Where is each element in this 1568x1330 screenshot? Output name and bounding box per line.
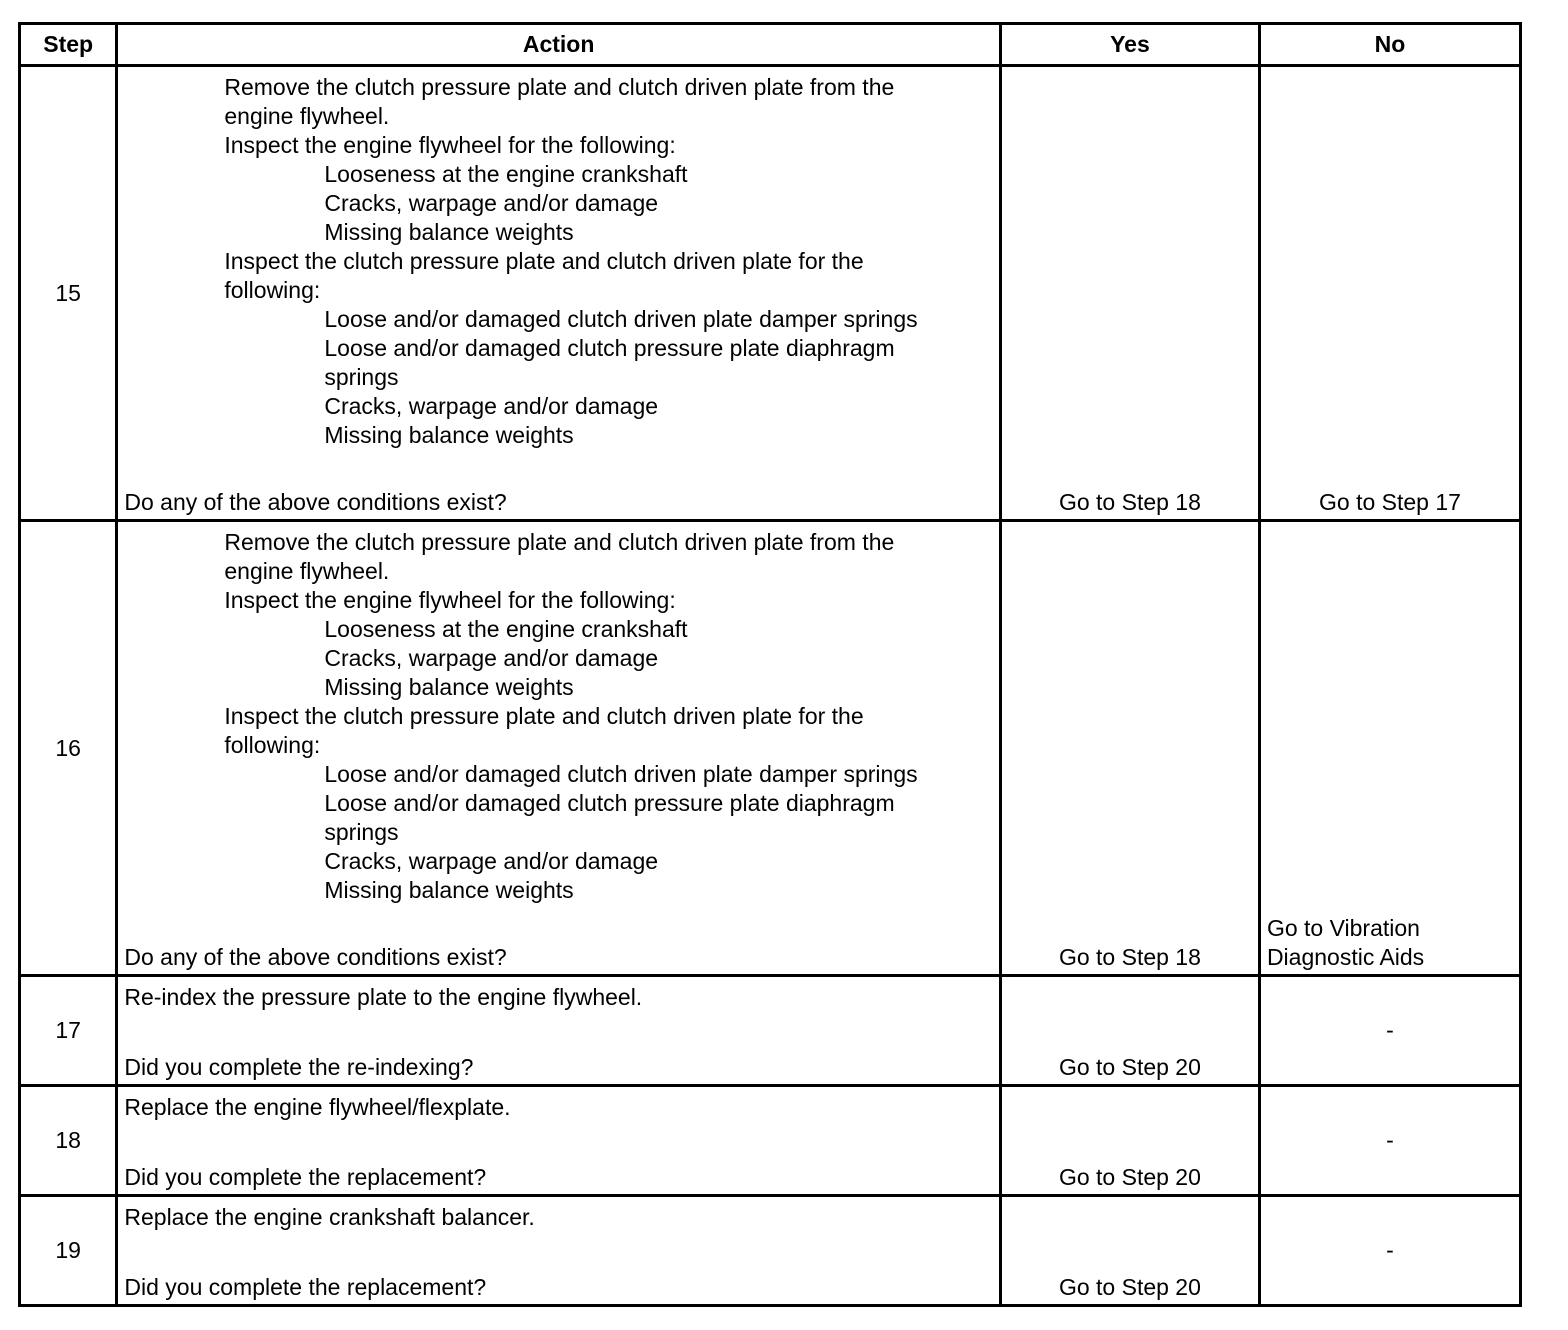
no-cell: -: [1259, 976, 1520, 1086]
action-line: Missing balance weights: [324, 219, 574, 245]
action-line: Inspect the engine flywheel for the following:: [224, 587, 676, 613]
action-line: springs: [324, 364, 399, 390]
action-cell: [117, 976, 1001, 1086]
action-line: following:: [224, 732, 321, 758]
action-line: Remove the clutch pressure plate and clutch driven plate from the: [224, 74, 895, 100]
no-cell: -: [1259, 1196, 1520, 1306]
header-no: No: [1259, 24, 1520, 66]
table-row: [20, 66, 1521, 521]
table-row: [20, 976, 1521, 1086]
action-line: following:: [224, 277, 321, 303]
action-line: Loose and/or damaged clutch pressure plate diaphragm: [324, 335, 895, 361]
yes-cell: Go to Step 20: [1000, 1196, 1259, 1306]
action-line: Inspect the engine flywheel for the following:: [224, 132, 676, 158]
action-line: Loose and/or damaged clutch pressure plate diaphragm: [324, 790, 895, 816]
action-question: Do any of the above conditions exist?: [124, 944, 507, 970]
no-cell-line: Diagnostic Aids: [1266, 944, 1425, 970]
action-line: Looseness at the engine crankshaft: [324, 616, 688, 642]
action-question: Did you complete the replacement?: [124, 1274, 487, 1300]
no-cell: [1259, 521, 1520, 976]
action-lines: [124, 528, 993, 905]
diagnostic-table: [18, 22, 1522, 1307]
table-row: [20, 1086, 1521, 1196]
step-number: 19: [20, 1196, 117, 1306]
action-line: Looseness at the engine crankshaft: [324, 161, 688, 187]
action-line: Remove the clutch pressure plate and clutch driven plate from the: [224, 529, 895, 555]
action-cell: [117, 521, 1001, 976]
action-lines: [124, 983, 993, 1012]
action-cell: [117, 66, 1001, 521]
action-line: engine flywheel.: [224, 103, 390, 129]
action-line: Cracks, warpage and/or damage: [324, 190, 659, 216]
no-cell: Go to Step 17: [1259, 66, 1520, 521]
action-lines: [124, 1203, 993, 1232]
action-line: Re-index the pressure plate to the engine flywheel.: [124, 984, 643, 1010]
action-line: Missing balance weights: [324, 674, 574, 700]
action-question: Did you complete the re-indexing?: [124, 1054, 474, 1080]
action-question: Did you complete the replacement?: [124, 1164, 487, 1190]
action-line: Replace the engine flywheel/flexplate.: [124, 1094, 511, 1120]
step-number: 16: [20, 521, 117, 976]
no-cell-line: Go to Vibration: [1266, 915, 1420, 941]
action-line: Missing balance weights: [324, 877, 574, 903]
yes-cell: Go to Step 18: [1000, 521, 1259, 976]
header-step: Step: [20, 24, 117, 66]
action-line: Missing balance weights: [324, 422, 574, 448]
yes-cell: Go to Step 20: [1000, 976, 1259, 1086]
action-line: Inspect the clutch pressure plate and clutch driven plate for the: [224, 703, 864, 729]
header-yes: Yes: [1000, 24, 1259, 66]
action-line: Inspect the clutch pressure plate and clutch driven plate for the: [224, 248, 864, 274]
table-row: [20, 521, 1521, 976]
step-number: 18: [20, 1086, 117, 1196]
action-line: springs: [324, 819, 399, 845]
step-number: 15: [20, 66, 117, 521]
action-cell: [117, 1086, 1001, 1196]
step-number: 17: [20, 976, 117, 1086]
action-line: engine flywheel.: [224, 558, 390, 584]
action-line: Loose and/or damaged clutch driven plate damper springs: [324, 306, 918, 332]
header-action: Action: [117, 24, 1001, 66]
action-line: Cracks, warpage and/or damage: [324, 645, 659, 671]
action-line: Cracks, warpage and/or damage: [324, 848, 659, 874]
action-lines: [124, 73, 993, 450]
yes-cell: Go to Step 20: [1000, 1086, 1259, 1196]
no-cell: -: [1259, 1086, 1520, 1196]
action-line: Cracks, warpage and/or damage: [324, 393, 659, 419]
action-question: Do any of the above conditions exist?: [124, 489, 507, 515]
yes-cell: Go to Step 18: [1000, 66, 1259, 521]
table-row: [20, 1196, 1521, 1306]
action-line: Loose and/or damaged clutch driven plate damper springs: [324, 761, 918, 787]
header-row: [20, 24, 1521, 66]
action-lines: [124, 1093, 993, 1122]
action-line: Replace the engine crankshaft balancer.: [124, 1204, 535, 1230]
action-cell: [117, 1196, 1001, 1306]
